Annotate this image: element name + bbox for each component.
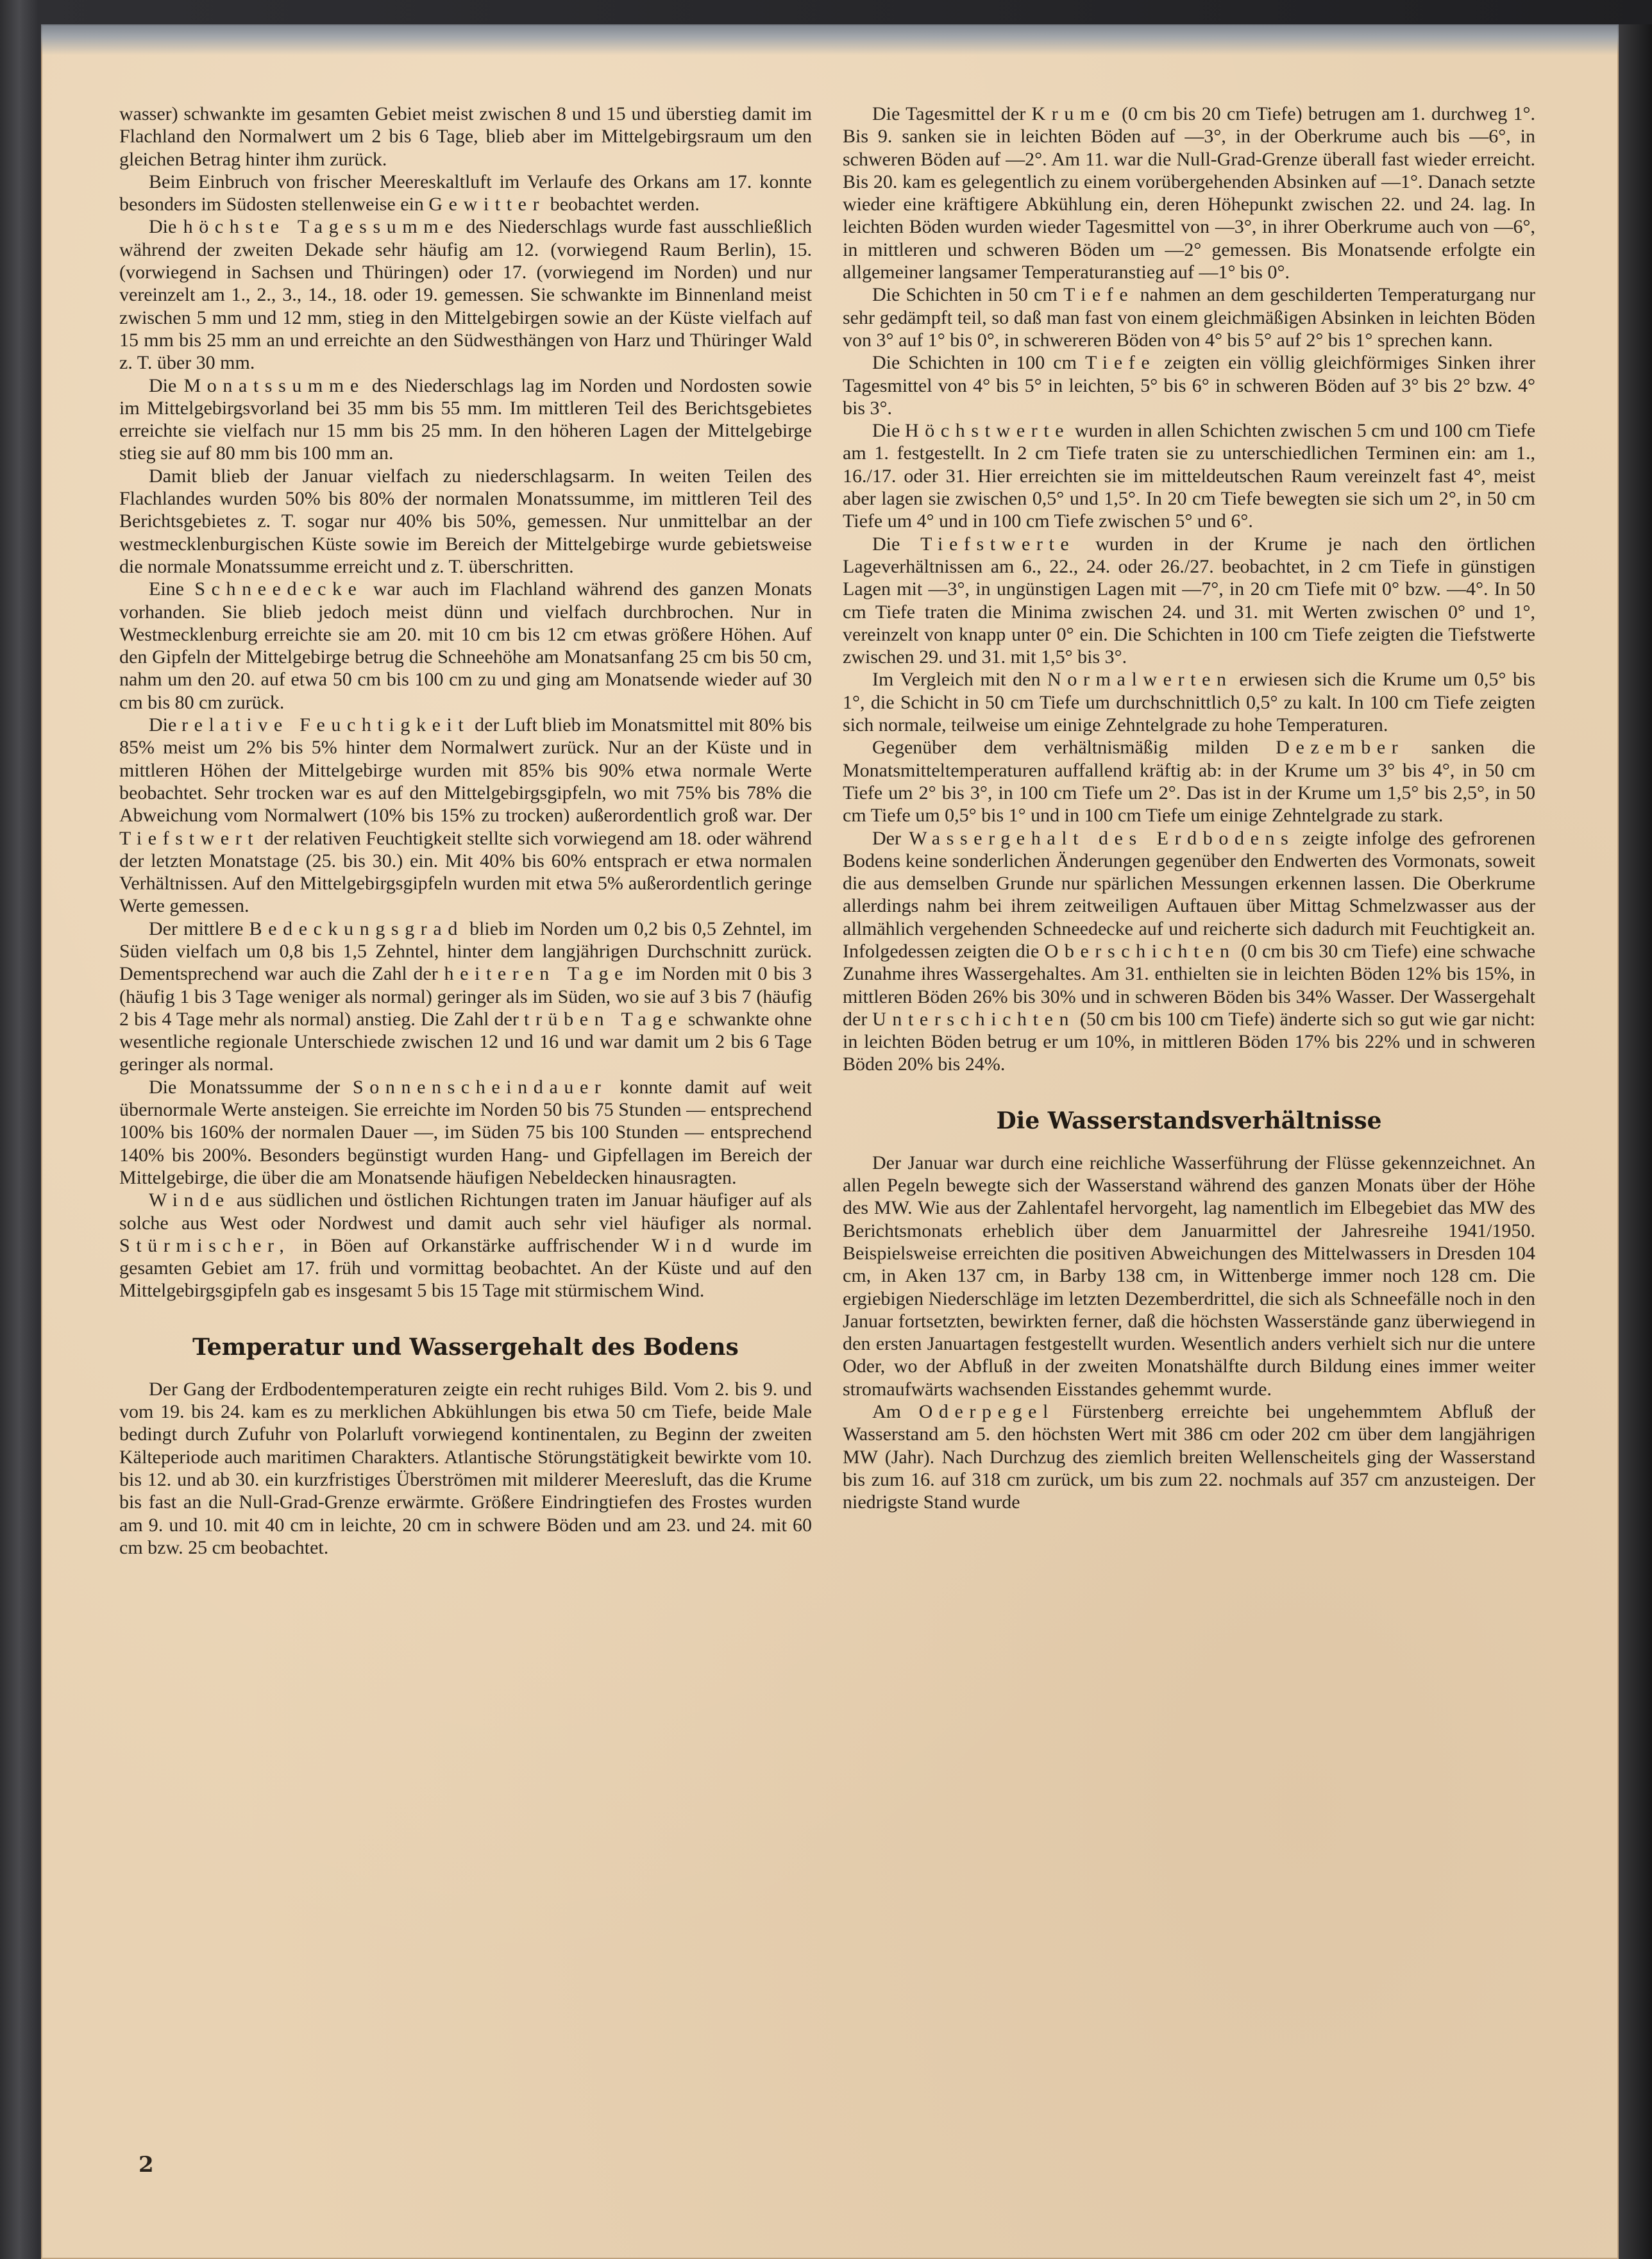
paragraph: Die Tiefstwerte wurden in der Krume je nach den örtlichen Lageverhältnissen am 6., 22., 24. oder 26./27. beobachtet, in 2 cm Tiefe in günstigen Lagen mit —3°, in ungünstigen Lagen mit —7°, in 20 cm Tiefe mit 0° bzw. —4°. In 50 cm Tiefe traten die Minima zwischen 24. und 31. mit Werten zwischen 0° und 1°, vereinzelt von knapp unter 0° ein. Die Schichten in 100 cm Tiefe zeigten die Tiefstwerte zwischen 29. und 31. mit 1,5° bis 3°. xyxy=(843,533,1536,668)
binding-edge xyxy=(1619,24,1652,2259)
paragraph: Gegenüber dem verhältnismäßig milden Dezember sanken die Monatsmitteltemperaturen auffallend kräftig ab: in der Krume um 3° bis 4°, in 50 cm Tiefe um 2° bis 3°, in 100 cm Tiefe um 2°. Das ist in der Krume um 1,5° bis 2,5°, in 50 cm Tiefe um 0,5° bis 1° und in 100 cm Tiefe um einige Zehntelgrade zu stark. xyxy=(843,737,1536,827)
paragraph: Der Gang der Erdbodentemperaturen zeigte ein recht ruhiges Bild. Vom 2. bis 9. und vom 19. bis 24. kam es zu merklichen Abkühlungen bis etwa 50 cm Tiefe, beide Male bedingt durch Zufuhr von Polarluft vorwiegend kontinentalen, zu Beginn der zweiten Kälteperiode auch maritimen Charakters. Atlantische Störungstätigkeit bewirkte vom 10. bis 12. und ab 30. ein kurzfristiges Überströmen mit milderer Meeresluft, das die Krume bis fast an die Null-Grad-Grenze erwärmte. Größere Eindringtiefen des Frostes wurden am 9. und 10. mit 40 cm in leichte, 20 cm in schwere Böden und am 23. und 24. mit 60 cm bzw. 25 cm beobachtet. xyxy=(119,1378,812,1558)
paragraph: Die relative Feuchtigkeit der Luft blieb im Monatsmittel mit 80% bis 85% meist um 2% bis 5% hinter dem Normalwert zurück. Nur an der Küste und in mittleren Höhen der Mittelgebirge wurden mit 85% bis 90% etwa normale Werte beobachtet. Sehr trocken war es auf den Mittelgebirgsgipfeln, wo mit 75% bis 78% die Abweichung vom Normalwert (10% bis 15% zu trocken) außerordentlich groß war. Der Tiefstwert der relativen Feuchtigkeit stellte sich vorwiegend am 18. oder während der letzten Monatstage (25. bis 30.) ein. Mit 40% bis 60% entsprach er etwa normalen Verhältnissen. Auf den Mittelgebirgsgipfeln wurden mit etwa 5% außerordentlich geringe Werte gemessen. xyxy=(119,714,813,917)
paragraph: Winde aus südlichen und östlichen Richtungen traten im Januar häufiger auf als solche aus West oder Nordwest und damit auch sehr viel häufiger als normal. Stürmischer, in Böen auf Orkanstärke auffrischender Wind wurde im gesamten Gebiet am 17. früh und vormittag beobachtet. An der Küste und auf den Mittelgebirgsgipfeln gab es insgesamt 5 bis 15 Tage mit stürmischem Wind. xyxy=(119,1189,813,1302)
page-number: 2 xyxy=(139,2152,154,2178)
left-column xyxy=(119,103,812,1559)
paragraph: wasser) schwankte im gesamten Gebiet meist zwischen 8 und 15 und überstieg damit im Flachland den Normalwert um 2 bis 6 Tage, blieb aber im Mittelgebirgsraum um den gleichen Betrag hinter ihm zurück. xyxy=(119,103,812,170)
paragraph: Die Monatssumme der Sonnenscheindauer konnte damit auf weit übernormale Werte ansteigen. Sie erreichte im Norden 50 bis 75 Stunden — entsprechend 100% bis 160% der normalen Dauer —, im Süden 75 bis 100 Stunden — entsprechend 140% bis 200%. Besonders begünstigt wurden Hang- und Gipfellagen im Bereich der Mittelgebirge, die über die am Monatsende häufigen Nebeldecken hinausragten. xyxy=(119,1076,813,1188)
paragraph: Der Januar war durch eine reichliche Wasserführung der Flüsse gekennzeichnet. An allen Pegeln bewegte sich der Wasserstand während des ganzen Monats über der Höhe des MW. Wie aus der Zahlentafel hervorgeht, lag namentlich im Elbegebiet das MW des Berichtsmonats erheblich über dem Januarmittel der Jahresreihe 1941/1950. Beispielsweise erreichten die positiven Abweichungen des Mittelwassers in Dresden 104 cm, in Aken 137 cm, in Barby 138 cm, in Wittenberge immer noch 128 cm. Die ergiebigen Niederschläge im letzten Dezemberdrittel, die sich als Schneefälle noch in den Januar fortsetzten, bewirkten ferner, daß die höchsten Wasserstände ganz überwiegend in den ersten Januartagen festgestellt wurden. Wesentlich anders verhielt sich nur die untere Oder, wo der Abfluß in der zweiten Monatshälfte durch Bildung eines immer weiter stromaufwärts wachsenden Eisstandes gehemmt wurde. xyxy=(843,1152,1535,1400)
paragraph: Die Höchstwerte wurden in allen Schichten zwischen 5 cm und 100 cm Tiefe am 1. festgestellt. In 2 cm Tiefe traten sie zu unterschiedlichen Terminen ein: am 1., 16./17. oder 31. Hier erreichten sie im mitteldeutschen Raum vereinzelt fast 4°, meist aber lagen sie zwischen 0,5° und 1,5°. In 20 cm Tiefe bewegten sie sich um 2°, in 50 cm Tiefe um 4° und in 100 cm Tiefe zwischen 5° und 6°. xyxy=(843,420,1536,532)
paragraph: Eine Schneedecke war auch im Flachland während des ganzen Monats vorhanden. Sie blieb jedoch meist dünn und vielfach durchbrochen. Nur in Westmecklenburg erreichte sie am 20. mit 10 cm bis 12 cm etwas größere Höhen. Auf den Gipfeln der Mittelgebirge betrug die Schneehöhe am Monatsanfang 25 cm bis 50 cm, nahm um den 20. auf etwa 50 cm bis 100 cm zu und ging am Monatsende wieder auf 30 cm bis 80 cm zurück. xyxy=(119,578,813,713)
paragraph: Damit blieb der Januar vielfach zu niederschlagsarm. In weiten Teilen des Flachlandes wurden 50% bis 80% der normalen Monatssumme, im mittleren Teil des Berichtsgebietes z. T. sogar nur 40% bis 50%, gemessen. Nur unmittelbar an der westmecklenburgischen Küste sowie im Bereich der Mittelgebirge wurde gebietsweise die normale Monatssumme erreicht und z. T. überschritten. xyxy=(119,465,812,577)
right-column xyxy=(843,103,1535,1514)
section-heading: Temperatur und Wassergehalt des Bodens xyxy=(192,1333,739,1361)
paragraph: Die Tagesmittel der Krume (0 cm bis 20 cm Tiefe) betrugen am 1. durchweg 1°. Bis 9. sanken sie in leichten Böden auf —3°, in der Oberkrume auch bis —6°, in schweren Böden auf —2°. Am 11. war die Null-Grad-Grenze überall fast wieder erreicht. Bis 20. kam es gelegentlich zu einem vorübergehenden Absinken auf —1°. Danach setzte wieder eine kräftigere Abkühlung ein, deren Höhepunkt zwischen 22. und 24. lag. In leichten Böden wurden wieder Tagesmittel von —3°, in ihrer Oberkrume auch von —6°, in mittleren und schweren Böden um —2° gemessen. Bis Monatsende erfolgte ein allgemeiner langsamer Temperaturanstieg auf —1° bis 0°. xyxy=(843,103,1536,283)
paragraph: Die höchste Tagessumme des Niederschlags wurde fast ausschließlich während der zweiten Dekade sehr häufig am 12. (vorwiegend Raum Berlin), 15. (vorwiegend in Sachsen und Thüringen) oder 17. (vorwiegend im Norden) und nur vereinzelt am 1., 2., 3., 14., 18. oder 19. gemessen. Sie schwankte im Binnenland meist zwischen 5 mm und 12 mm, stieg in den Mittelgebirgen sowie an der Küste vielfach auf 15 mm bis 25 mm an und erreichte an den Südwesthängen von Harz und Thüringer Wald z. T. über 30 mm. xyxy=(119,216,812,374)
top-edge-discoloration xyxy=(41,24,1619,55)
section-heading: Die Wasserstandsverhältnisse xyxy=(996,1107,1382,1134)
paragraph: Die Monatssumme des Niederschlags lag im Norden und Nordosten sowie im Mittelgebirgsvorland bei 35 mm bis 55 mm. Im mittleren Teil des Berichtsgebietes erreichte sie vielfach nur 15 mm bis 25 mm. In den höheren Lagen der Mittelgebirge stieg sie auf 80 mm bis 100 mm an. xyxy=(119,374,812,464)
paragraph: Die Schichten in 100 cm Tiefe zeigten ein völlig gleichförmiges Sinken ihrer Tagesmittel von 4° bis 5° in leichten, 5° bis 6° in schweren Böden auf 3° bis 2° bzw. 4° bis 3°. xyxy=(843,352,1536,419)
paragraph: Der mittlere Bedeckungsgrad blieb im Norden um 0,2 bis 0,5 Zehntel, im Süden vielfach um 0,8 bis 1,5 Zehntel, hinter dem langjährigen Durchschnitt zurück. Dementsprechend war auch die Zahl der heiteren Tage im Norden mit 0 bis 3 (häufig 1 bis 3 Tage weniger als normal) geringer als im Süden, wo sie auf 3 bis 7 (häufig 2 bis 4 Tage mehr als normal) anstieg. Die Zahl der trüben Tage schwankte ohne wesentliche regionale Unterschiede zwischen 12 und 16 und war damit um 2 bis 6 Tage geringer als normal. xyxy=(119,918,813,1075)
paragraph: Im Vergleich mit den Normalwerten erwiesen sich die Krume um 0,5° bis 1°, die Schicht in 50 cm Tiefe um durchschnittlich 0,5° zu kalt. In 100 cm Tiefe zeigten sich normale, teilweise um einige Zehntelgrade zu hohe Temperaturen. xyxy=(843,669,1536,736)
paragraph: Die Schichten in 50 cm Tiefe nahmen an dem geschilderten Temperaturgang nur sehr gedämpft teil, so daß man fast von einem gleichmäßigen Absinken in leichten Böden von 3° auf 1° bis 0°, in schwereren Böden von 4° bis 5° auf 2° bis 1° sprechen kann. xyxy=(843,284,1535,351)
paragraph: Am Oderpegel Fürstenberg erreichte bei ungehemmtem Abfluß der Wasserstand am 5. den höchsten Wert mit 386 cm oder 202 cm über dem langjährigen MW (Jahr). Nach Durchzug des ziemlich breiten Wellenscheitels ging der Wasserstand bis zum 16. auf 318 cm zurück, um bis zum 22. nochmals auf 357 cm anzusteigen. Der niedrigste Stand wurde xyxy=(843,1401,1536,1513)
paragraph: Der Wassergehalt des Erdbodens zeigte infolge des gefrorenen Bodens keine sonderlichen Änderungen gegenüber den Endwerten des Vormonats, soweit die aus demselben Grunde nur spärlichen Messungen erkennen lassen. Die Oberkrume allerdings nahm bei ihrem zeitweiligen Auftauen über Mittag Schmelzwasser aus der allmählich vergehenden Schneedecke auf und reicherte sich dadurch mit Feuchtigkeit an. Infolgedessen zeigten die Oberschichten (0 cm bis 30 cm Tiefe) eine schwache Zunahme ihres Wassergehaltes. Am 31. enthielten sie in leichten Böden 12% bis 15%, in mittleren Böden 26% bis 30% und in schweren Böden bis 34% Wasser. Der Wassergehalt der Unterschichten (50 cm bis 100 cm Tiefe) änderte sich so gut wie gar nicht: in leichten Böden betrug er um 10%, in mittleren Böden 17% bis 22% und in schweren Böden 20% bis 24%. xyxy=(843,827,1536,1075)
paragraph: Beim Einbruch von frischer Meereskaltluft im Verlaufe des Orkans am 17. konnte besonders im Südosten stellenweise ein Gewitter beobachtet werden. xyxy=(119,171,812,215)
